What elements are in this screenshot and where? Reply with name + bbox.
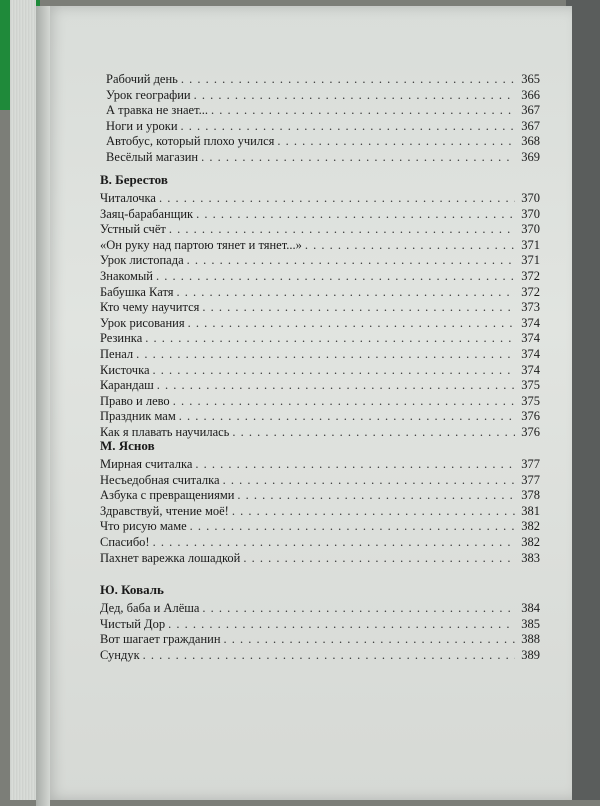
dot-leader — [157, 378, 515, 394]
toc-entry-title: Урок географии — [106, 87, 191, 102]
toc-entry — [100, 504, 540, 520]
toc-entry-page: 382 — [521, 519, 540, 534]
toc-entry-page: 365 — [521, 72, 540, 86]
toc-entry-page: 382 — [521, 534, 540, 549]
toc-entry — [100, 238, 540, 254]
toc-entry — [100, 285, 540, 301]
dot-leader — [194, 88, 515, 104]
toc-entry — [100, 207, 540, 223]
toc-entry — [100, 488, 540, 504]
dot-leader — [159, 191, 515, 207]
toc-entry-title: Право и лево — [100, 393, 170, 408]
toc-entry-page: 377 — [521, 457, 540, 471]
toc-entry-title: Праздник мам — [100, 409, 176, 424]
toc-entry-page: 370 — [521, 206, 540, 221]
toc-entry — [100, 347, 540, 363]
dot-leader — [243, 551, 515, 567]
dot-leader — [201, 150, 515, 166]
toc-entry — [100, 300, 540, 316]
toc-entry-page: 370 — [521, 191, 540, 205]
dot-leader — [202, 601, 515, 617]
dot-leader — [156, 269, 515, 285]
dot-leader — [223, 473, 515, 489]
toc-entry — [100, 617, 540, 633]
toc-entry — [100, 632, 540, 648]
toc-entry-title: Автобус, который плохо учился — [106, 134, 275, 149]
dot-leader — [190, 519, 515, 535]
toc-entry-title: Спасибо! — [100, 534, 150, 549]
dot-leader — [145, 331, 515, 347]
toc-entry-page: 372 — [521, 268, 540, 283]
toc-entry-page: 388 — [521, 632, 540, 647]
dot-leader — [173, 394, 515, 410]
toc-entry — [100, 191, 540, 207]
toc-entry-page: 376 — [521, 424, 540, 439]
toc-entry — [100, 103, 540, 119]
toc-entry-title: Устный счёт — [100, 222, 166, 237]
dot-leader — [305, 238, 515, 254]
toc-entry-title: Рабочий день — [106, 72, 178, 86]
author-heading: Ю. Коваль — [100, 582, 164, 597]
toc-entry — [100, 72, 540, 88]
toc-entry-page: 374 — [521, 315, 540, 330]
dot-leader — [179, 409, 515, 425]
toc-entry-title: Карандаш — [100, 378, 154, 393]
toc-entry-page: 375 — [521, 393, 540, 408]
toc-entry — [100, 253, 540, 269]
toc-entry-title: Кисточка — [100, 362, 150, 377]
toc-entry-title: Вот шагает гражданин — [100, 632, 221, 647]
toc-entry-page: 370 — [521, 222, 540, 237]
section-berestov — [100, 172, 540, 441]
dot-leader — [181, 72, 515, 88]
toc-entry-title: Дед, баба и Алёша — [100, 601, 200, 615]
dot-leader — [211, 103, 515, 119]
toc-entries — [100, 191, 540, 441]
toc-entry-page: 384 — [521, 601, 540, 615]
toc-entry — [100, 519, 540, 535]
toc-entry — [100, 88, 540, 104]
toc-entry-page: 389 — [521, 647, 540, 662]
dot-leader — [153, 535, 515, 551]
book-page — [44, 6, 572, 800]
toc-entry — [100, 222, 540, 238]
toc-entry-title: Знакомый — [100, 268, 153, 283]
toc-entry-page: 374 — [521, 331, 540, 346]
dot-leader — [187, 253, 515, 269]
toc-entry-page: 374 — [521, 346, 540, 361]
toc-entry-page: 374 — [521, 362, 540, 377]
dot-leader — [177, 285, 516, 301]
toc-entry-page: 369 — [521, 149, 540, 164]
toc-entry-title: Пахнет варежка лошадкой — [100, 550, 241, 565]
toc-entry-page: 375 — [521, 378, 540, 393]
toc-entries — [100, 601, 540, 663]
toc-entry-title: Пенал — [100, 346, 134, 361]
dot-leader — [153, 363, 515, 379]
section-yasnov — [100, 438, 540, 566]
toc-entry-title: Резинка — [100, 331, 143, 346]
toc-entry-title: Кто чему научится — [100, 300, 200, 315]
toc-entry — [100, 331, 540, 347]
toc-entry-page: 367 — [521, 118, 540, 133]
toc-entry-title: Весёлый магазин — [106, 149, 199, 164]
toc-entry-page: 378 — [521, 488, 540, 503]
toc-entry-page: 367 — [521, 103, 540, 118]
toc-entry-title: Азбука с превращениями — [100, 488, 235, 503]
toc-entry-page: 371 — [521, 253, 540, 268]
toc-entries — [100, 72, 540, 166]
toc-entry-page: 371 — [521, 237, 540, 252]
toc-entry-page: 372 — [521, 284, 540, 299]
section-koval — [100, 582, 540, 663]
toc-entry — [100, 473, 540, 489]
toc-entry — [100, 535, 540, 551]
spine-shadow — [36, 6, 50, 806]
dot-leader — [237, 488, 515, 504]
dot-leader — [181, 119, 515, 135]
toc-entry — [100, 363, 540, 379]
dot-leader — [202, 300, 515, 316]
toc-entry-page: 373 — [521, 300, 540, 315]
dot-leader — [232, 504, 515, 520]
toc-entry-title: Заяц-барабанщик — [100, 206, 194, 221]
toc-entry-page: 376 — [521, 409, 540, 424]
toc-entry-page: 368 — [521, 134, 540, 149]
toc-entry-title: Сундук — [100, 647, 140, 662]
dot-leader — [277, 134, 515, 150]
toc-entry — [100, 648, 540, 664]
dot-leader — [169, 222, 515, 238]
toc-entry — [100, 394, 540, 410]
dot-leader — [224, 632, 515, 648]
dot-leader — [136, 347, 515, 363]
toc-entries — [100, 457, 540, 566]
toc-entry-title: Бабушка Катя — [100, 284, 174, 299]
toc-entry-title: Урок рисования — [100, 315, 185, 330]
toc-entry-title: Здравствуй, чтение моё! — [100, 503, 229, 518]
dot-leader — [168, 617, 515, 633]
toc-entry — [100, 601, 540, 617]
toc-entry — [100, 457, 540, 473]
dot-leader — [188, 316, 515, 332]
author-heading: М. Яснов — [100, 438, 155, 453]
dot-leader — [196, 207, 515, 223]
toc-entry-title: Как я плавать научилась — [100, 424, 230, 439]
toc-entry — [100, 119, 540, 135]
toc-entry-page: 383 — [521, 550, 540, 565]
dot-leader — [195, 457, 515, 473]
toc-entry-page: 381 — [521, 503, 540, 518]
section-unattributed — [100, 72, 540, 166]
page-edges — [10, 0, 36, 800]
toc-entry-page: 385 — [521, 616, 540, 631]
toc-entry — [100, 150, 540, 166]
toc-entry-page: 377 — [521, 472, 540, 487]
toc-entry — [100, 269, 540, 285]
toc-entry — [100, 134, 540, 150]
author-heading: В. Берестов — [100, 172, 168, 187]
toc-entry — [100, 378, 540, 394]
toc-entry-title: Несъедобная считалка — [100, 472, 220, 487]
toc-entry-title: Что рисую маме — [100, 519, 187, 534]
toc-entry-title: Чистый Дор — [100, 616, 166, 631]
toc-entry-title: А травка не знает... — [106, 103, 209, 118]
toc-entry-title: «Он руку над партою тянет и тянет...» — [100, 237, 302, 252]
toc-entry-title: Ноги и уроки — [106, 118, 178, 133]
toc-entry-page: 366 — [521, 87, 540, 102]
toc-entry-title: Урок листопада — [100, 253, 184, 268]
toc-entry-title: Мирная считалка — [100, 457, 193, 471]
dot-leader — [143, 648, 515, 664]
toc-entry — [100, 409, 540, 425]
toc-entry-title: Читалочка — [100, 191, 156, 205]
toc-entry — [100, 316, 540, 332]
toc-entry — [100, 551, 540, 567]
